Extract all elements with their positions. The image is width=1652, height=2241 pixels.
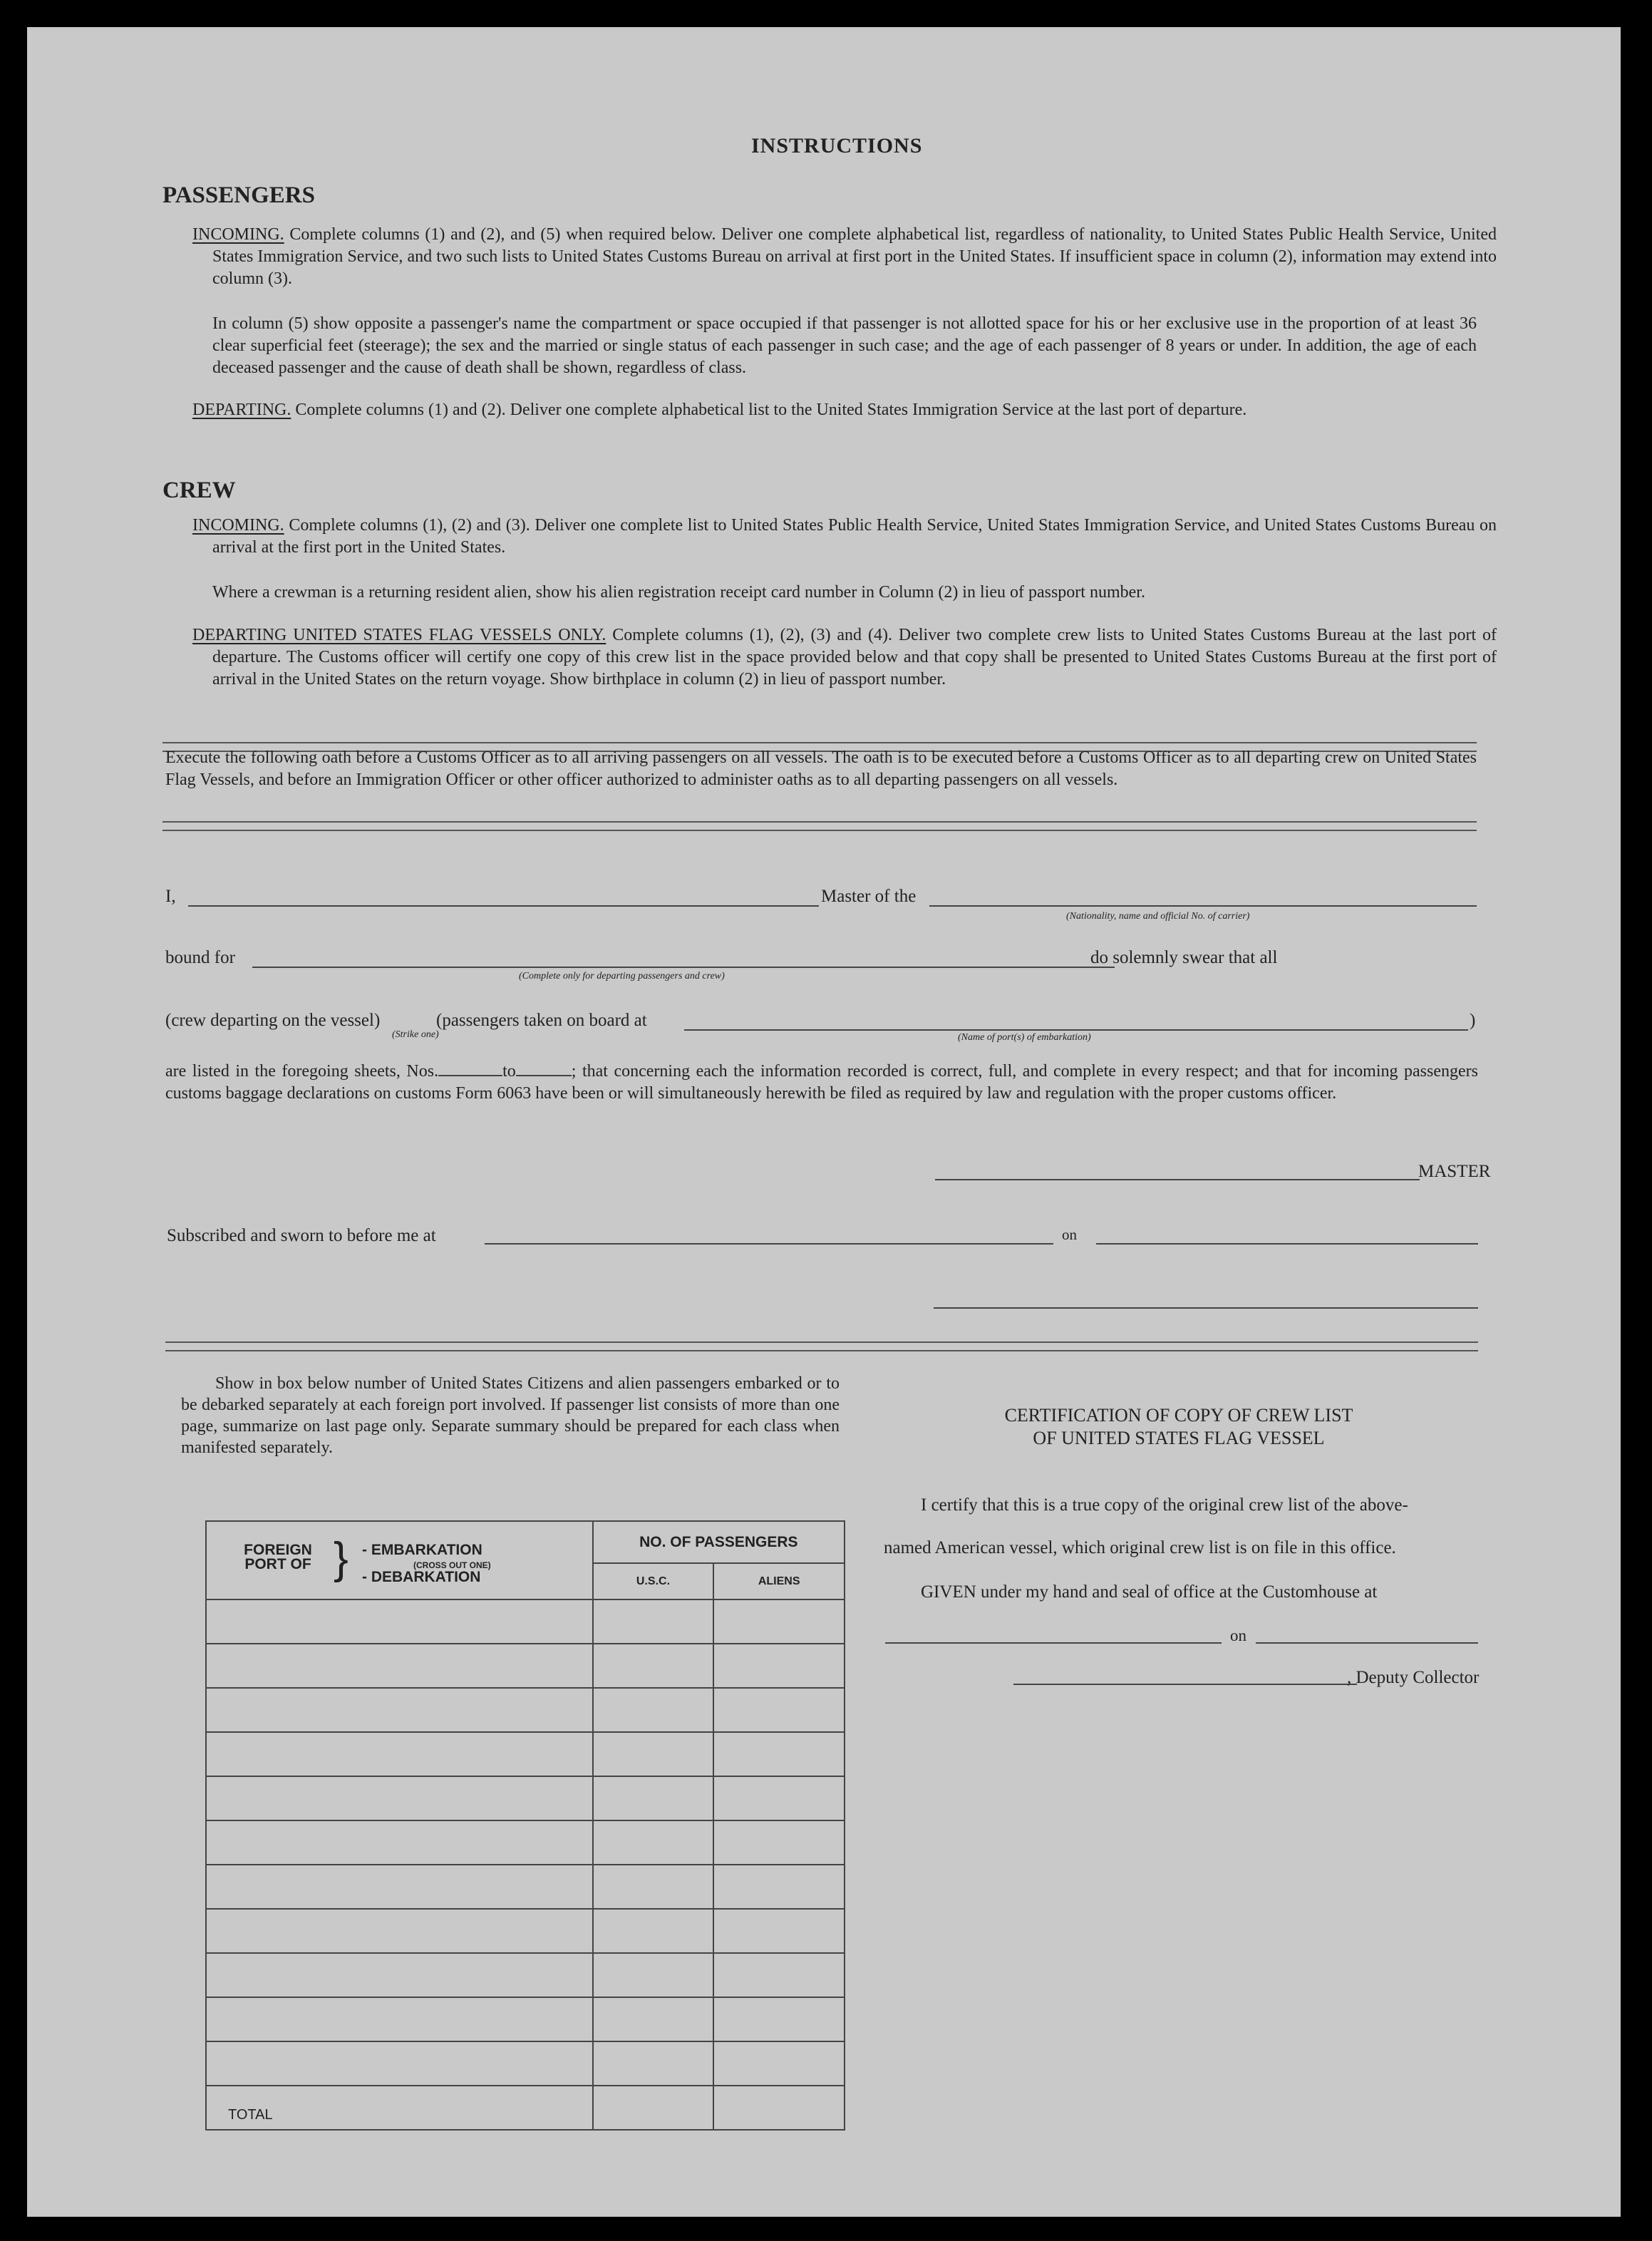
total-label: TOTAL	[206, 2086, 593, 2130]
passenger-summary-table	[205, 1520, 845, 2131]
passengers-departing-label: DEPARTING.	[192, 401, 291, 419]
aliens-cell[interactable]	[713, 1953, 845, 1997]
swear-label: do solemnly swear that all	[1090, 948, 1278, 967]
passengers-heading: PASSENGERS	[162, 182, 315, 208]
aliens-cell[interactable]	[713, 1820, 845, 1865]
divider	[162, 821, 1477, 831]
usc-cell[interactable]	[593, 1732, 714, 1776]
passengers-incoming-text: Complete columns (1) and (2), and (5) when required below. Deliver one complete alphabetical list, regardless of nationality, to United States Public Health Service, United States Immigration Service, and two such lists to United States Customs Bureau on arrival at first port in the United States. If insufficient space in column (2), information may extend into column (3).	[212, 225, 1497, 288]
table-row	[206, 2041, 845, 2086]
passengers-taken-option[interactable]: (passengers taken on board at	[436, 1011, 647, 1030]
usc-cell[interactable]	[593, 1909, 714, 1953]
oath-statement	[165, 1061, 1478, 1105]
divider	[165, 1341, 1478, 1351]
table-row	[206, 1599, 845, 1644]
master-signature-field[interactable]	[935, 1179, 1420, 1180]
port-cell[interactable]	[206, 1953, 593, 1997]
ports-caption: (Name of port(s) of embarkation)	[958, 1032, 1091, 1043]
strike-one-caption: (Strike one)	[392, 1029, 439, 1040]
complete-only-caption: (Complete only for departing passengers and crew)	[519, 971, 725, 982]
table-row	[206, 1997, 845, 2041]
usc-cell[interactable]	[593, 1644, 714, 1688]
usc-header: U.S.C.	[593, 1563, 714, 1599]
bound-for-label: bound for	[165, 948, 235, 967]
listed-prefix: are listed in the foregoing sheets, Nos.	[165, 1062, 439, 1081]
table-row	[206, 1644, 845, 1688]
master-name-field[interactable]	[188, 905, 819, 907]
crew-departing-option[interactable]: (crew departing on the vessel)	[165, 1011, 381, 1030]
crew-incoming-label: INCOMING.	[192, 516, 284, 535]
master-of-label: Master of the	[821, 887, 917, 906]
usc-cell[interactable]	[593, 1820, 714, 1865]
oath-intro: Execute the following oath before a Customs Officer as to all arriving passengers on all vessels. The oath is to be executed before a Customs Officer as to all departing crew on United States Flag Vessels, and before an Immigration Officer or other officer authorized to administer oaths as to all departing passengers on all vessels.	[165, 748, 1477, 789]
passengers-count-header: NO. OF PASSENGERS	[593, 1521, 845, 1563]
sheet-to-field[interactable]	[516, 1075, 572, 1076]
closing-paren: )	[1470, 1011, 1476, 1030]
usc-cell[interactable]	[593, 2041, 714, 2086]
foreign-port-header: FOREIGN PORT OF	[244, 1542, 312, 1572]
to-label: to	[502, 1062, 516, 1081]
customhouse-field[interactable]	[885, 1642, 1222, 1644]
oath-i-label: I,	[165, 887, 176, 906]
certification-heading	[879, 1404, 1478, 1450]
aliens-cell[interactable]	[713, 1599, 845, 1644]
port-cell[interactable]	[206, 2041, 593, 2086]
port-cell[interactable]	[206, 1732, 593, 1776]
certification-heading-line1: CERTIFICATION OF COPY OF CREW LIST	[1004, 1405, 1353, 1426]
aliens-cell[interactable]	[713, 1688, 845, 1732]
port-cell[interactable]	[206, 1997, 593, 2041]
crew-departing-instructions	[192, 624, 1497, 691]
aliens-cell[interactable]	[713, 1644, 845, 1688]
table-row	[206, 1865, 845, 1909]
crew-departing-label: DEPARTING UNITED STATES FLAG VESSELS ONLY.	[192, 626, 606, 644]
sworn-date-field[interactable]	[1096, 1243, 1478, 1245]
certification-date-field[interactable]	[1256, 1642, 1478, 1644]
table-row	[206, 1909, 845, 1953]
crew-departing-text: Complete columns (1), (2), (3) and (4). Deliver two complete crew lists to United States Customs Bureau at the last port of departure. The Customs officer will certify one copy of this crew list in the space provided below and that copy shall be presented to United States Customs Bureau at the first port of arrival in the United States on the return voyage. Show birthplace in column (2) in lieu of passport number.	[212, 626, 1497, 689]
table-row	[206, 1953, 845, 1997]
usc-cell[interactable]	[593, 1997, 714, 2041]
crew-incoming-instructions	[192, 515, 1497, 559]
port-header-cell	[206, 1521, 593, 1599]
certify-line2: named American vessel, which original crew list is on file in this office.	[884, 1538, 1396, 1557]
certification-heading-line2: OF UNITED STATES FLAG VESSEL	[1033, 1428, 1325, 1448]
cross-out-note: (CROSS OUT ONE)	[413, 1560, 491, 1570]
summary-instructions: Show in box below number of United States Citizens and alien passengers embarked or to be debarked separately at each foreign port involved. If passenger list consists of more than one page, summarize on last page only. Separate summary should be prepared for each class when manifested separately.	[181, 1374, 840, 1457]
usc-cell[interactable]	[593, 1688, 714, 1732]
deputy-collector-label: , Deputy Collector	[1347, 1668, 1480, 1687]
column5-instructions: In column (5) show opposite a passenger's name the compartment or space occupied if that passenger is not allotted space for his or her exclusive use in the proportion of at least 36 clear superficial feet (steerage); the sex and the married or single status of each passenger in such case; and the age of each passenger of 8 years or under. In addition, the age of each deceased passenger and the cause of death shall be shown, regardless of class.	[212, 314, 1477, 377]
sheet-from-field[interactable]	[438, 1075, 502, 1076]
passengers-incoming-instructions	[192, 224, 1497, 290]
usc-cell[interactable]	[593, 1776, 714, 1820]
brace-glyph: }	[334, 1534, 349, 1583]
port-cell[interactable]	[206, 1599, 593, 1644]
table-row	[206, 1732, 845, 1776]
crew-alien-instructions: Where a crewman is a returning resident alien, show his alien registration receipt card number in Column (2) in lieu of passport number.	[212, 583, 1145, 602]
page-title: INSTRUCTIONS	[751, 134, 923, 158]
port-cell[interactable]	[206, 1688, 593, 1732]
aliens-cell[interactable]	[713, 1909, 845, 1953]
port-cell[interactable]	[206, 1909, 593, 1953]
bound-for-field[interactable]	[252, 967, 1115, 968]
usc-cell[interactable]	[593, 1953, 714, 1997]
port-cell[interactable]	[206, 1820, 593, 1865]
port-cell[interactable]	[206, 1865, 593, 1909]
certification-on-label: on	[1230, 1627, 1246, 1644]
table-row	[206, 1820, 845, 1865]
passengers-incoming-label: INCOMING.	[192, 225, 284, 244]
port-cell[interactable]	[206, 1776, 593, 1820]
passengers-departing-instructions	[192, 399, 1497, 421]
aliens-cell[interactable]	[713, 2041, 845, 2086]
table-row	[206, 1776, 845, 1820]
port-cell[interactable]	[206, 1644, 593, 1688]
given-line: GIVEN under my hand and seal of office at the Customhouse at	[921, 1582, 1378, 1602]
embarkation-ports-field[interactable]	[684, 1029, 1468, 1031]
embarkation-option[interactable]: - EMBARKATION	[362, 1542, 482, 1558]
nationality-caption: (Nationality, name and official No. of carrier)	[1066, 911, 1250, 922]
total-aliens-cell[interactable]	[713, 2086, 845, 2130]
sworn-place-field[interactable]	[485, 1243, 1053, 1245]
subscribed-label: Subscribed and sworn to before me at	[167, 1226, 436, 1245]
crew-heading: CREW	[162, 478, 236, 503]
certify-line1: I certify that this is a true copy of the original crew list of the above-	[921, 1495, 1408, 1515]
total-usc-cell[interactable]	[593, 2086, 714, 2130]
usc-cell[interactable]	[593, 1865, 714, 1909]
deputy-signature-field[interactable]	[1013, 1684, 1357, 1685]
aliens-cell[interactable]	[713, 1865, 845, 1909]
crew-incoming-text: Complete columns (1), (2) and (3). Deliver one complete list to United States Public Health Service, United States Immigration Service, and United States Customs Bureau on arrival at the first port in the United States.	[212, 516, 1497, 557]
master-label: MASTER	[1418, 1162, 1491, 1181]
usc-cell[interactable]	[593, 1599, 714, 1644]
form-page	[27, 27, 1621, 2217]
listed-rest: ; that concerning each the information recorded is correct, full, and complete in every respect; and that for incoming passengers customs baggage declarations on customs Form 6063 have been or will simultaneously herewith be filed as required by law and regulation with the proper customs officer.	[165, 1062, 1478, 1103]
passengers-departing-text: Complete columns (1) and (2). Deliver one complete alphabetical list to the United States Immigration Service at the last port of departure.	[295, 401, 1247, 419]
aliens-cell[interactable]	[713, 1732, 845, 1776]
aliens-cell[interactable]	[713, 1776, 845, 1820]
officer-signature-field[interactable]	[934, 1307, 1478, 1309]
aliens-header: ALIENS	[713, 1563, 845, 1599]
table-row	[206, 1688, 845, 1732]
debarkation-option[interactable]: - DEBARKATION	[362, 1569, 481, 1585]
on-label: on	[1062, 1226, 1077, 1243]
aliens-cell[interactable]	[713, 1997, 845, 2041]
carrier-field[interactable]	[929, 905, 1477, 907]
